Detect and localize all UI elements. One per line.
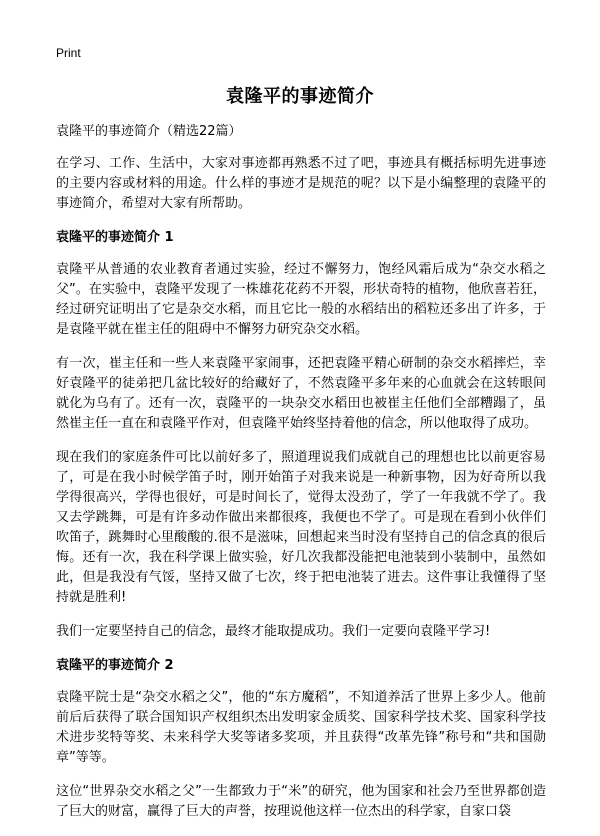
intro-paragraph: 在学习、工作、生活中，大家对事迹都再熟悉不过了吧，事迹具有概括标明先进事迹的主要内容或材料的用途。什么样的事迹才是规范的呢？以下是小编整理的袁隆平的事迹简介，希望对大家有所帮助。	[56, 156, 546, 211]
paragraph: 袁隆平从普通的农业教育者通过实验，经过不懈努力，饱经风霜后成为“杂交水稻之父”。在实验中，袁隆平发现了一株雄花花药不开裂，形状奇特的植物，他欣喜若狂，经过研究证明出了它是杂交水稻，而且它比一般的水稻结出的稻粒还多出了许多，于是袁隆平就在崔主任的阻碍中不懈努力研究杂交水稻。	[56, 262, 546, 337]
article-subtitle: 袁隆平的事迹简介（精选22篇）	[56, 124, 242, 139]
paragraph: 现在我们的家庭条件可比以前好多了，照道理说我们成就自己的理想也比以前更容易了，可是在我小时候学笛子时，刚开始笛子对我来说是一种新事物，因为好奇所以我学得很高兴，学得也很好，可是时间长了，觉得太没劲了，学了一年我就不学了。我又去学跳舞，可是有许多动作做出来都很疼，我便也不学了。可是现在看到小伙伴们吹笛子，跳舞时心里酸酸的.很不是滋味，回想起来当时没有坚持自己的信念真的很后悔。还有一次，我在科学课上做实验，好几次我都没能把电池装到小装制中，虽然如此，但是我没有气馁，坚持又做了七次，终于把电池装了进去。这件事让我懂得了坚持就是胜利!	[56, 450, 546, 605]
print-link[interactable]: Print	[56, 46, 81, 60]
section-1	[56, 228, 546, 642]
paragraph: 这位“世界杂交水稻之父”一生都致力于“米”的研究，他为国家和社会乃至世界都创造了巨大的财富，赢得了巨大的声誉，按理说他这样一位杰出的科学家，自家口袋	[56, 784, 546, 819]
paragraph: 袁隆平院士是“杂交水稻之父”，他的“东方魔稻”，不知道养活了世界上多少人。他前前后后获得了联合国知识产权组织杰出发明家金质奖、国家科学技术奖、国家科学技术进步奖特等奖、未来科学大奖等诸多奖项，并且获得“改革先锋”称号和“共和国勋章”等等。	[56, 690, 546, 765]
section-2	[56, 656, 546, 822]
paragraph: 有一次，崔主任和一些人来袁隆平家闹事，还把袁隆平精心研制的杂交水稻摔烂，幸好袁隆平的徒弟把几盆比较好的给藏好了，不然袁隆平多年来的心血就会在这转眼间就化为乌有了。还有一次，袁隆平的一块杂交水稻田也被崔主任他们全部糟蹋了，虽然崔主任一直在和袁隆平作对，但袁隆平始终坚持着他的信念，所以他取得了成功。	[56, 356, 546, 431]
paragraph: 我们一定要坚持自己的信念，最终才能取提成功。我们一定要向袁隆平学习!	[56, 624, 491, 639]
page-title: 袁隆平的事迹简介	[226, 86, 374, 107]
section-heading: 袁隆平的事迹简介 2	[56, 658, 174, 673]
section-heading: 袁隆平的事迹简介 1	[56, 230, 174, 245]
article-body	[56, 122, 546, 836]
